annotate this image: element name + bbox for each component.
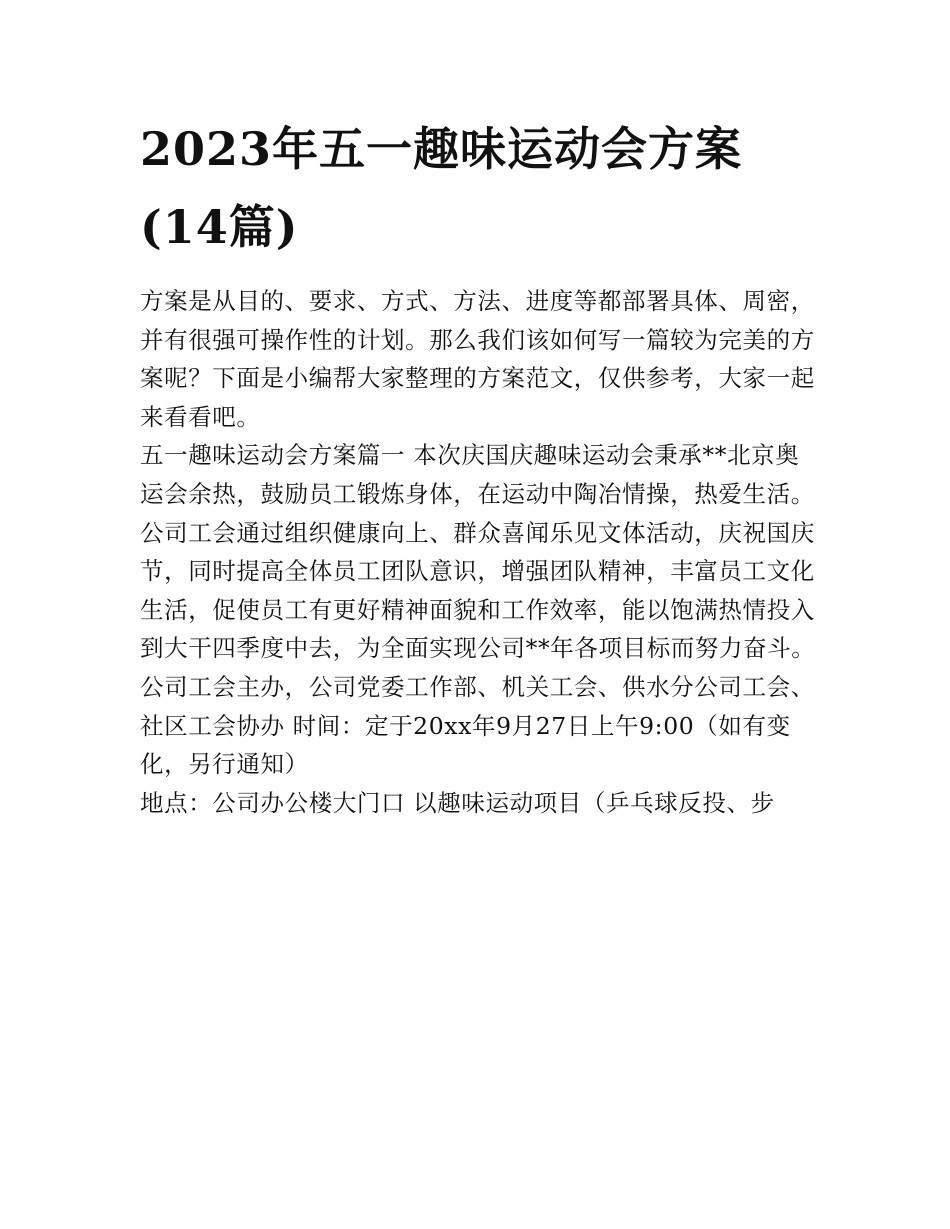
paragraph-intro: 方案是从目的、要求、方式、方法、进度等都部署具体、周密，并有很强可操作性的计划。那么我们该如何写一篇较为完美的方案呢？下面是小编帮大家整理的方案范文，仅供参考，大家一起来看看吧。 bbox=[140, 287, 815, 431]
paragraph-organizers-time: 公司工会主办，公司党委工作部、机关工会、供水分公司工会、社区工会协办 时间：定于20xx年9月27日上午9:00（如有变化，另行通知） bbox=[140, 672, 815, 779]
paragraph-section-one: 五一趣味运动会方案篇一 本次庆国庆趣味运动会秉承**北京奥运会余热，鼓励员工锻炼身体，在运动中陶冶情操，热爱生活。 bbox=[140, 441, 815, 508]
document-title: 2023年五一趣味运动会方案(14篇) bbox=[140, 122, 743, 254]
document-body bbox=[140, 282, 820, 822]
paragraph-location: 地点：公司办公楼大门口 以趣味运动项目（乒乓球反投、步 bbox=[140, 788, 775, 817]
paragraph-purpose: 公司工会通过组织健康向上、群众喜闻乐见文体活动，庆祝国庆节，同时提高全体员工团队意识，增强团队精神，丰富员工文化生活，促使员工有更好精神面貌和工作效率，能以饱满热情投入到大干四季度中去，为全面实现公司**年各项目标而努力奋斗。 bbox=[140, 518, 816, 663]
